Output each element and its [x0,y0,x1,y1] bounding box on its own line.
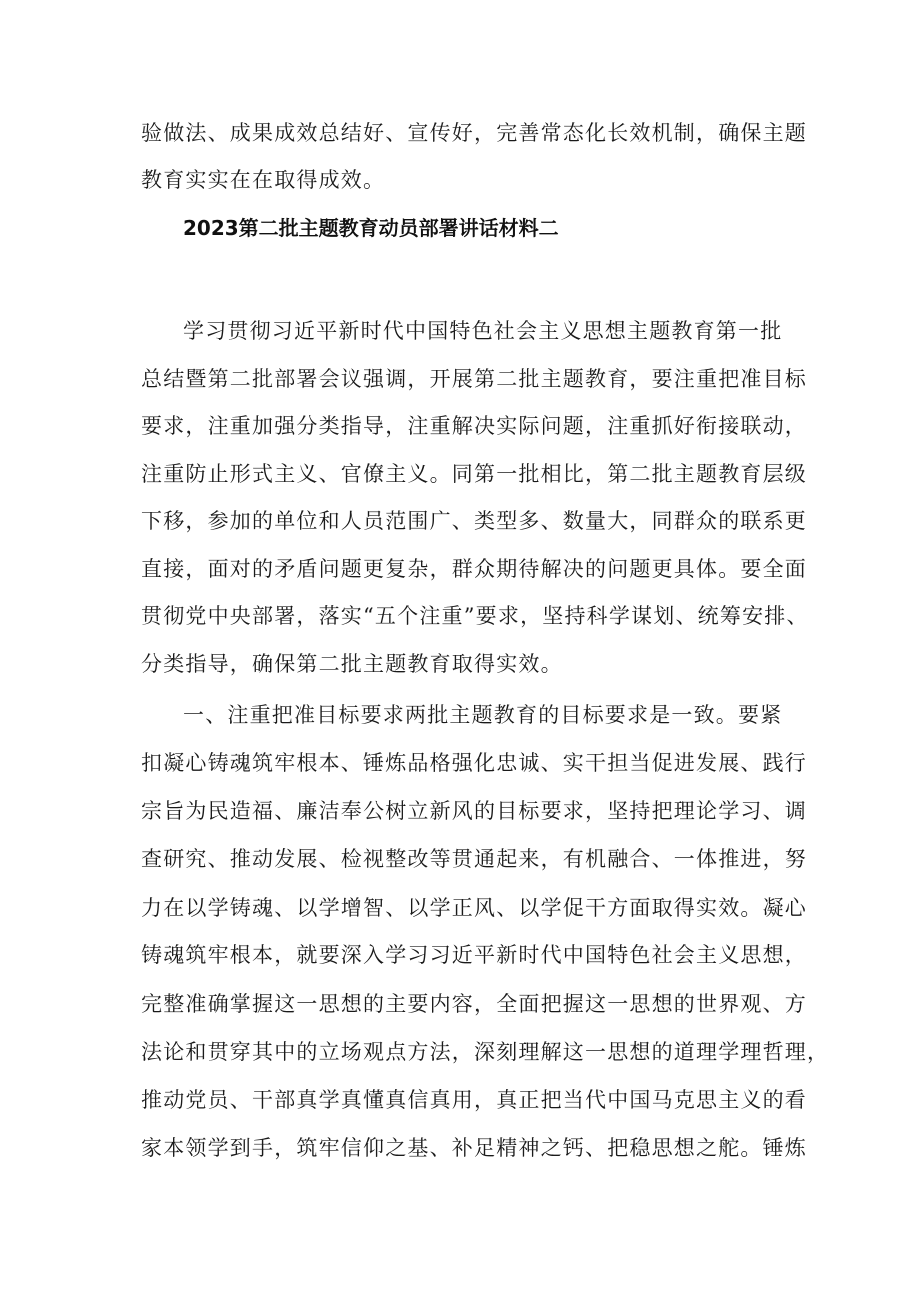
paragraph-1-line-2: 总结暨第二批部署会议强调，开展第二批主题教育，要注重把准目标 [141,367,807,391]
paragraph-2-line-2: 扣凝心铸魂筑牢根本、锤炼品格强化忠诚、实干担当促进发展、践行 [141,751,807,775]
paragraph-1-line-6: 直接，面对的矛盾问题更复杂，群众期待解决的问题更具体。要全面 [141,557,807,581]
paragraph-2-line-9: 推动党员、干部真学真懂真信真用，真正把当代中国马克思主义的看 [141,1088,807,1112]
paragraph-1-line-5: 下移，参加的单位和人员范围广、类型多、数量大，同群众的联系更 [141,509,807,533]
paragraph-2-line-1: 一、注重把准目标要求两批主题教育的目标要求是一致。要紧 [183,703,783,727]
paragraph-1-line-1: 学习贯彻习近平新时代中国特色社会主义思想主题教育第一批 [183,319,783,343]
paragraph-2-line-4: 查研究、推动发展、检视整改等贯通起来，有机融合、一体推进，努 [141,847,807,871]
section-heading: 2023第二批主题教育动员部署讲话材料二 [183,216,559,240]
paragraph-1-line-8: 分类指导，确保第二批主题教育取得实效。 [141,652,563,676]
paragraph-2-line-5: 力在以学铸魂、以学增智、以学正风、以学促干方面取得实效。凝心 [141,896,807,920]
paragraph-1-line-7: 贯彻党中央部署，落实“五个注重”要求，坚持科学谋划、统筹安排、 [141,604,809,628]
paragraph-2-line-6: 铸魂筑牢根本，就要深入学习习近平新时代中国特色社会主义思想， [141,943,807,967]
paragraph-2-line-8: 法论和贯穿其中的立场观点方法，深刻理解这一思想的道理学理哲理， [141,1040,830,1064]
continuation-line-2: 教育实实在在取得成效。 [141,168,386,192]
paragraph-1-line-4: 注重防止形式主义、官僚主义。同第一批相比，第二批主题教育层级 [141,462,807,486]
paragraph-2-line-10: 家本领学到手，筑牢信仰之基、补足精神之钙、把稳思想之舵。锤炼 [141,1136,807,1160]
continuation-line-1: 验做法、成果成效总结好、宣传好，完善常态化长效机制，确保主题 [141,121,807,145]
paragraph-1-line-3: 要求，注重加强分类指导，注重解决实际问题，注重抓好衔接联动， [141,414,807,438]
paragraph-2-line-7: 完整准确掌握这一思想的主要内容，全面把握这一思想的世界观、方 [141,992,807,1016]
paragraph-2-line-3: 宗旨为民造福、廉洁奉公树立新风的目标要求，坚持把理论学习、调 [141,799,807,823]
